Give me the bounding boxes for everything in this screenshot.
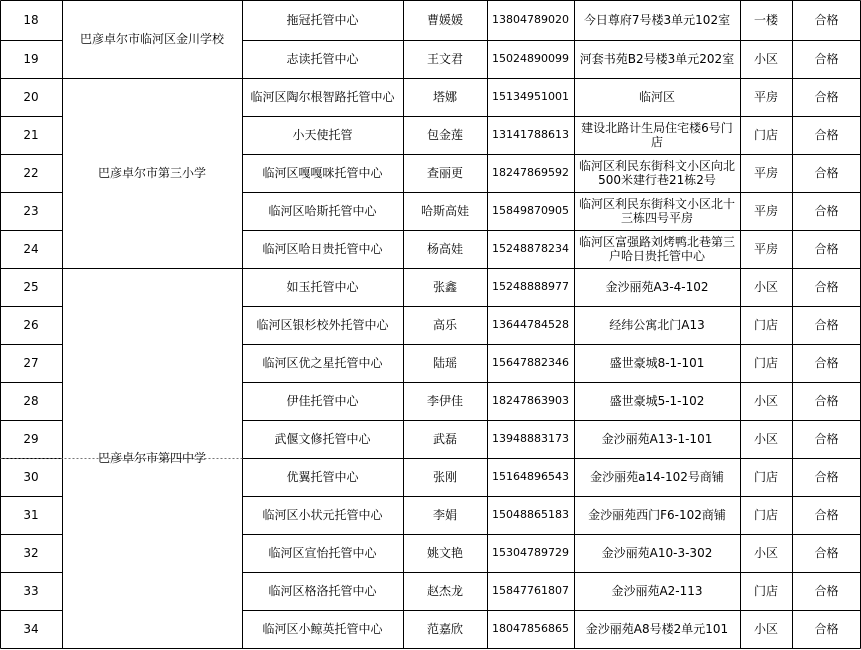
address: 临河区: [638, 90, 675, 104]
contact-person: 曹媛媛: [426, 13, 463, 27]
school-name: 巴彦卓尔市第三小学: [97, 166, 206, 180]
address: 金沙丽苑A8号楼2单元101: [585, 622, 729, 636]
center-name: 武偃文修托管中心: [274, 432, 371, 446]
premises-type: 门店: [753, 470, 778, 484]
center-name: 拖冠托管中心: [286, 13, 359, 27]
center-name: 临河区银杉校外托管中心: [256, 318, 389, 332]
row-number: 30: [23, 470, 39, 484]
center-name: 伊佳托管中心: [286, 394, 359, 408]
center-name: 临河区嘎嘎咪托管中心: [262, 166, 383, 180]
address: 金沙丽苑A13-1-101: [601, 432, 713, 446]
premises-type: 门店: [753, 318, 778, 332]
center-name: 志读托管中心: [286, 52, 359, 66]
inspection-result: 合格: [814, 242, 839, 256]
inspection-result: 合格: [814, 166, 839, 180]
address: 金沙丽苑A2-113: [611, 584, 703, 598]
premises-type: 小区: [753, 394, 778, 408]
inspection-result: 合格: [814, 432, 839, 446]
address: 临河区利民东街科文小区北十三栋四号平房: [578, 197, 735, 225]
row-number: 25: [23, 280, 39, 294]
phone-number: 13804789020: [492, 13, 569, 26]
address: 临河区利民东街科文小区向北500米建行巷21栋2号: [578, 159, 735, 187]
row-number: 24: [23, 242, 39, 256]
center-name: 临河区格洛托管中心: [268, 584, 377, 598]
center-name: 临河区陶尔根智路托管中心: [250, 90, 395, 104]
inspection-result: 合格: [814, 356, 839, 370]
phone-number: 15048865183: [492, 508, 569, 521]
contact-person: 范嘉欣: [426, 622, 463, 636]
row-number: 20: [23, 90, 39, 104]
address: 金沙丽苑西门F6-102商铺: [588, 508, 726, 522]
contact-person: 赵杰龙: [426, 584, 463, 598]
contact-person: 张刚: [432, 470, 457, 484]
contact-person: 武磊: [432, 432, 457, 446]
phone-number: 18247863903: [492, 394, 569, 407]
contact-person: 哈斯高娃: [420, 204, 469, 218]
premises-type: 平房: [753, 204, 778, 218]
phone-number: 15024890099: [492, 52, 569, 65]
inspection-result: 合格: [814, 584, 839, 598]
contact-person: 李娟: [432, 508, 457, 522]
inspection-result: 合格: [814, 318, 839, 332]
phone-number: 15847761807: [492, 584, 569, 597]
inspection-result: 合格: [814, 394, 839, 408]
premises-type: 门店: [753, 508, 778, 522]
contact-person: 塔娜: [432, 90, 457, 104]
contact-person: 张鑫: [432, 280, 457, 294]
phone-number: 15849870905: [492, 204, 569, 217]
premises-type: 小区: [753, 622, 778, 636]
address: 金沙丽苑A3-4-102: [605, 280, 709, 294]
address: 盛世豪城5-1-102: [609, 394, 705, 408]
row-number: 31: [23, 508, 39, 522]
school-name: 巴彦卓尔市临河区金川学校: [79, 32, 224, 46]
address: 临河区富强路刘烤鸭北巷第三户哈日贵托管中心: [578, 235, 735, 263]
phone-number: 18047856865: [492, 622, 569, 635]
premises-type: 平房: [753, 90, 778, 104]
row-number: 26: [23, 318, 39, 332]
phone-number: 13948883173: [492, 432, 569, 445]
premises-type: 小区: [753, 280, 778, 294]
center-name: 优翼托管中心: [286, 470, 359, 484]
contact-person: 查丽更: [426, 166, 463, 180]
row-number: 29: [23, 432, 39, 446]
address: 经纬公寓北门A13: [609, 318, 705, 332]
phone-number: 15248878234: [492, 242, 569, 255]
phone-number: 13644784528: [492, 318, 569, 331]
phone-number: 13141788613: [492, 128, 569, 141]
contact-person: 王文君: [426, 52, 463, 66]
row-number: 32: [23, 546, 39, 560]
center-name: 临河区优之星托管中心: [262, 356, 383, 370]
premises-type: 平房: [753, 166, 778, 180]
inspection-result: 合格: [814, 470, 839, 484]
contact-person: 高乐: [432, 318, 457, 332]
address: 今日尊府7号楼3单元102室: [583, 13, 731, 27]
premises-type: 门店: [753, 356, 778, 370]
center-name: 小天使托管: [292, 128, 353, 142]
inspection-result: 合格: [814, 204, 839, 218]
inspection-result: 合格: [814, 508, 839, 522]
contact-person: 陆瑶: [432, 356, 457, 370]
phone-number: 15164896543: [492, 470, 569, 483]
row-number: 33: [23, 584, 39, 598]
row-number: 34: [23, 622, 39, 636]
inspection-result: 合格: [814, 546, 839, 560]
inspection-result: 合格: [814, 13, 839, 27]
premises-type: 门店: [753, 584, 778, 598]
phone-number: 15647882346: [492, 356, 569, 369]
premises-type: 一楼: [753, 13, 778, 27]
row-number: 18: [23, 13, 39, 27]
premises-type: 门店: [753, 128, 778, 142]
premises-type: 平房: [753, 242, 778, 256]
premises-type: 小区: [753, 52, 778, 66]
inspection-result: 合格: [814, 622, 839, 636]
center-name: 临河区小状元托管中心: [262, 508, 383, 522]
school-name: 巴彦卓尔市第四中学: [97, 451, 206, 465]
address: 盛世豪城8-1-101: [609, 356, 705, 370]
center-name: 临河区哈斯托管中心: [268, 204, 377, 218]
phone-number: 15134951001: [492, 90, 569, 103]
premises-type: 小区: [753, 432, 778, 446]
row-number: 27: [23, 356, 39, 370]
row-number: 19: [23, 52, 39, 66]
premises-type: 小区: [753, 546, 778, 560]
address: 建设北路计生局住宅楼6号门店: [581, 121, 733, 149]
contact-person: 包金莲: [426, 128, 463, 142]
row-number: 21: [23, 128, 39, 142]
center-name: 如玉托管中心: [286, 280, 359, 294]
inspection-result: 合格: [814, 90, 839, 104]
address: 金沙丽苑A10-3-302: [601, 546, 713, 560]
row-number: 22: [23, 166, 39, 180]
address: 河套书苑B2号楼3单元202室: [579, 52, 735, 66]
row-number: 23: [23, 204, 39, 218]
phone-number: 18247869592: [492, 166, 569, 179]
center-name: 临河区哈日贵托管中心: [262, 242, 383, 256]
center-name: 临河区宣怡托管中心: [268, 546, 377, 560]
contact-person: 姚文艳: [426, 546, 463, 560]
inspection-result: 合格: [814, 128, 839, 142]
contact-person: 李伊佳: [426, 394, 463, 408]
phone-number: 15304789729: [492, 546, 569, 559]
center-name: 临河区小鲸英托管中心: [262, 622, 383, 636]
address: 金沙丽苑a14-102号商铺: [590, 470, 724, 484]
contact-person: 杨高娃: [426, 242, 463, 256]
row-number: 28: [23, 394, 39, 408]
inspection-result: 合格: [814, 52, 839, 66]
inspection-result: 合格: [814, 280, 839, 294]
phone-number: 15248888977: [492, 280, 569, 293]
